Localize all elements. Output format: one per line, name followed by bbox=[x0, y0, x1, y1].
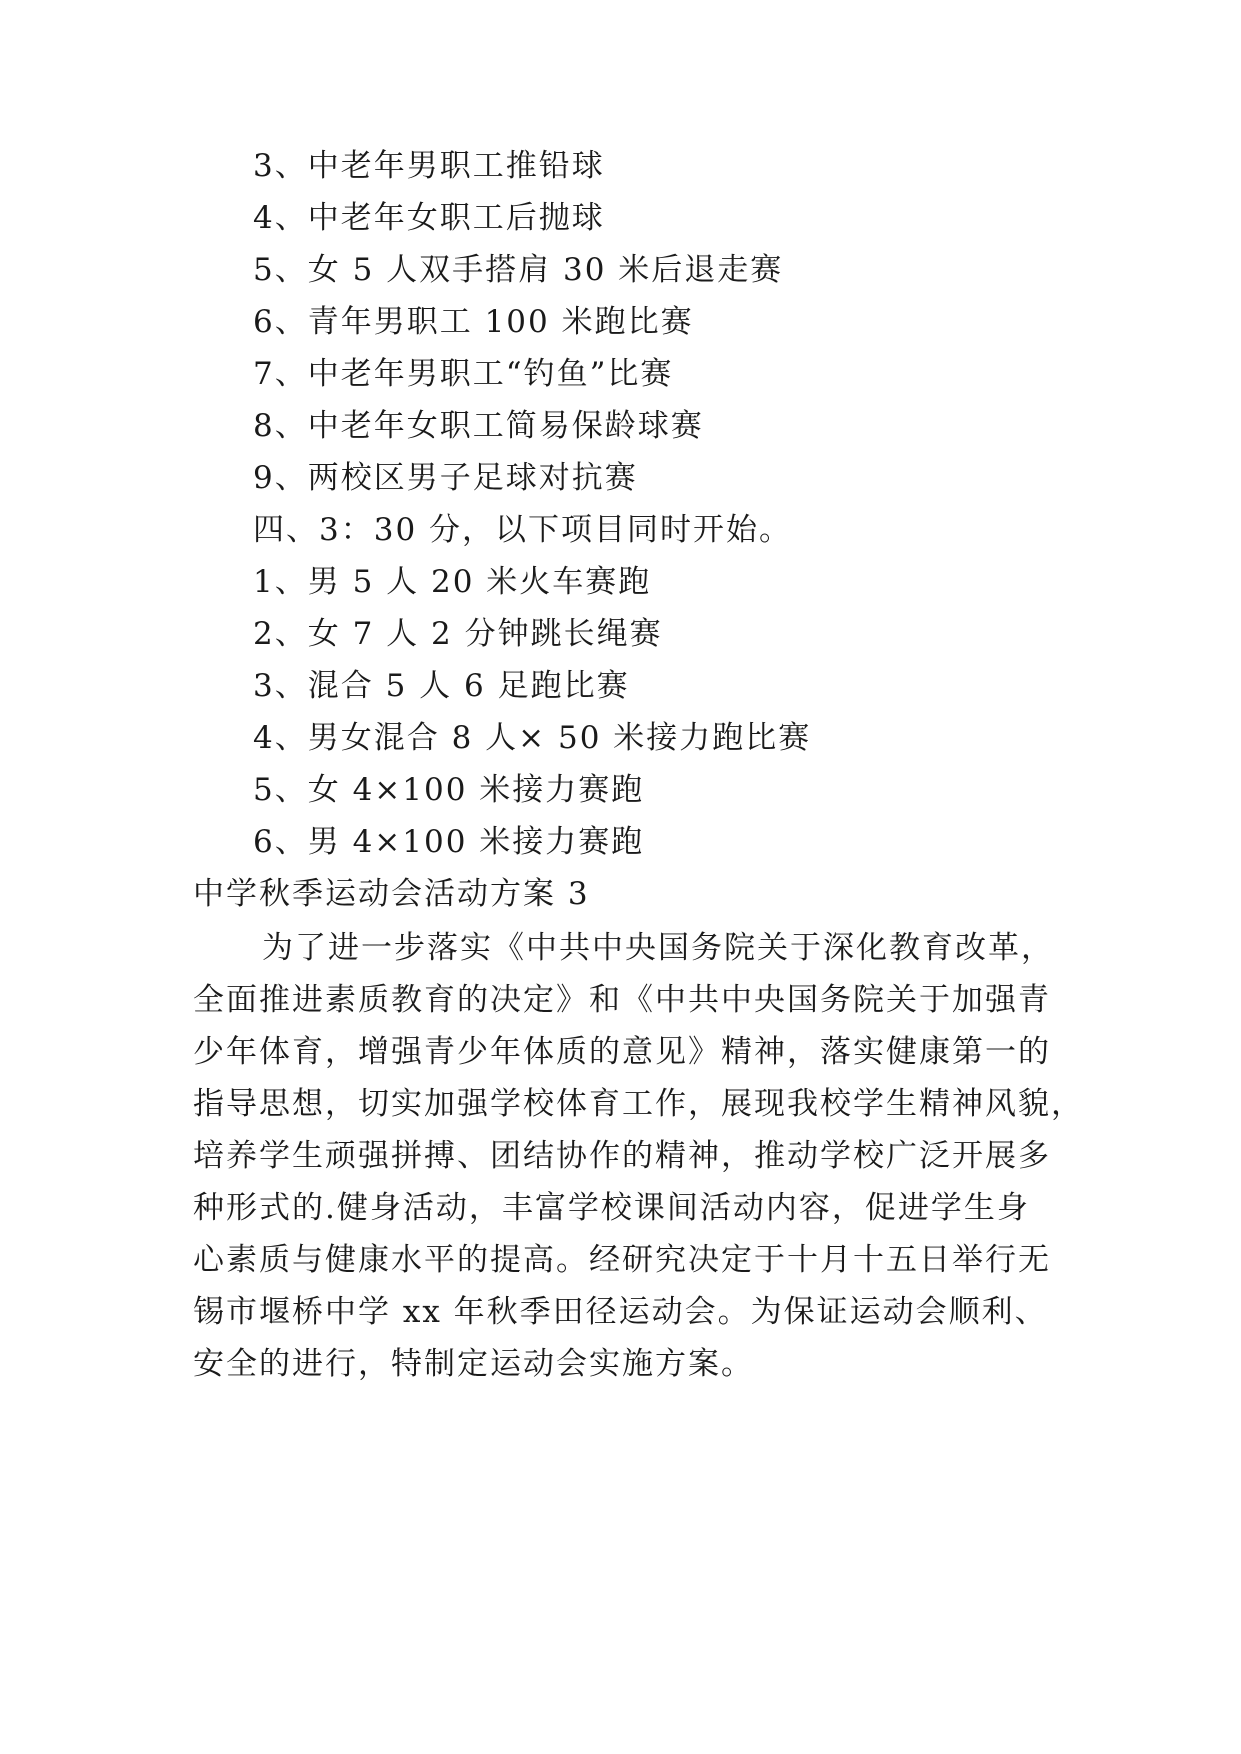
paragraph-line: 少年体育，增强青少年体质的意见》精神，落实健康第一的 bbox=[193, 1034, 1051, 1070]
list-item: 4、男女混合 8 人× 50 米接力跑比赛 bbox=[253, 720, 812, 756]
list-item: 6、男 4×100 米接力赛跑 bbox=[253, 824, 645, 860]
list-item: 8、中老年女职工简易保龄球赛 bbox=[253, 408, 704, 444]
list-item: 7、中老年男职工“钓鱼”比赛 bbox=[253, 356, 674, 392]
document-heading: 中学秋季运动会活动方案 3 bbox=[193, 876, 590, 912]
paragraph-line: 心素质与健康水平的提高。经研究决定于十月十五日举行无 bbox=[193, 1242, 1051, 1278]
list-item: 4、中老年女职工后抛球 bbox=[253, 200, 605, 236]
list-item: 3、混合 5 人 6 足跑比赛 bbox=[253, 668, 630, 704]
list-item: 5、女 5 人双手搭肩 30 米后退走赛 bbox=[253, 252, 784, 288]
list-item: 2、女 7 人 2 分钟跳长绳赛 bbox=[253, 616, 663, 652]
paragraph-line: 指导思想，切实加强学校体育工作，展现我校学生精神风貌， bbox=[193, 1086, 1084, 1122]
paragraph-line: 锡市堰桥中学 xx 年秋季田径运动会。为保证运动会顺利、 bbox=[193, 1294, 1048, 1330]
list-item: 1、男 5 人 20 米火车赛跑 bbox=[253, 564, 652, 600]
paragraph-line: 安全的进行，特制定运动会实施方案。 bbox=[193, 1346, 754, 1382]
paragraph-line: 培养学生顽强拼搏、团结协作的精神，推动学校广泛开展多 bbox=[193, 1138, 1051, 1174]
list-item: 6、青年男职工 100 米跑比赛 bbox=[253, 304, 694, 340]
list-item: 9、两校区男子足球对抗赛 bbox=[253, 460, 638, 496]
paragraph-line: 为了进一步落实《中共中央国务院关于深化教育改革， bbox=[262, 930, 1054, 966]
list-item: 5、女 4×100 米接力赛跑 bbox=[253, 772, 645, 808]
paragraph-line: 种形式的.健身活动，丰富学校课间活动内容，促进学生身 bbox=[193, 1190, 1030, 1226]
list-item: 3、中老年男职工推铅球 bbox=[253, 148, 605, 184]
paragraph-line: 全面推进素质教育的决定》和《中共中央国务院关于加强青 bbox=[193, 982, 1051, 1018]
section-heading: 四、3：30 分，以下项目同时开始。 bbox=[253, 512, 793, 548]
